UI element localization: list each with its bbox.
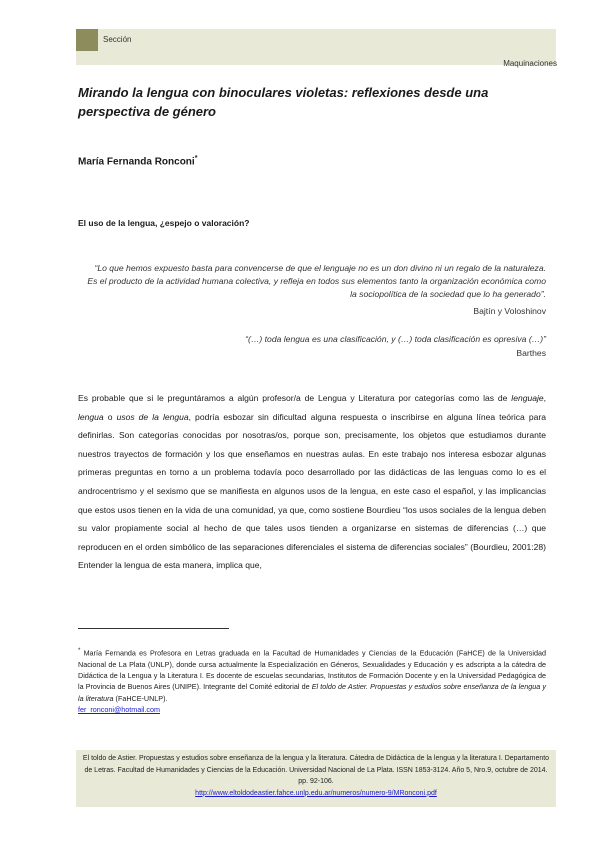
footnote-text-1: María Fernanda es Profesora en Letras graduada en la Facultad de Humanidades y Ciencias de la Educación (FaHCE) de la Universidad Nacional de La Plata (UNLP), donde cursa actualmente la Especialización en Géneros, Sexualidades y Educación y es adscripta a la cátedra de Didáctica de la Lengua y la Literatura I. Es docente de escuelas secundarias, Institutos de Formación Docente y en la Universidad Pedagógica de la Provincia de Buenos Aires (UNIPE). Integrante del Comité editorial de — [78, 648, 546, 692]
term-lengua: lengua — [78, 411, 104, 422]
section-label: Sección — [103, 35, 132, 44]
section-subtitle: El uso de la lengua, ¿espejo o valoración? — [78, 218, 250, 228]
journal-section-label: Maquinaciones — [503, 59, 557, 68]
epigraph-attribution-1: Bajtín y Voloshinov — [473, 306, 546, 316]
epigraph-attribution-2: Barthes — [516, 348, 546, 358]
header-square-decoration — [76, 29, 98, 51]
footnote-text-2: (FaHCE-UNLP). — [113, 693, 168, 703]
footnote-mark: * — [78, 648, 81, 654]
footnote — [78, 646, 546, 715]
article-title: Mirando la lengua con binoculares violetas: reflexiones desde una perspectiva de género — [78, 85, 489, 119]
body-paragraph — [78, 389, 546, 575]
body-text-part-1: Es probable que si le preguntáramos a algún profesor/a de Lengua y Literatura por categorías como las de — [78, 393, 512, 403]
journal-name-italic: El toldo de Astier. Propuestas y estudios sobre enseñanza de la lengua y la literatura — [78, 682, 546, 703]
author-name — [78, 155, 197, 167]
author-name-text: María Fernanda Ronconi — [78, 156, 195, 168]
body-separator-2: o — [103, 411, 117, 422]
author-footnote-mark[interactable]: * — [194, 155, 198, 162]
epigraph-quote-2: “(…) toda lengua es una clasificación, y (…) toda clasificación es opresiva (…)” — [245, 334, 546, 344]
body-text-part-2: , podría esbozar sin dificultad alguna respuesta o inscribirse en alguna línea teórica para definirlas. Son categorías conocidas por nosotras/os, porque son, precisamente, los objetos que estudiamos durante nuestros trayectos de formación y los que enseñamos en nuestras aulas. En este trabajo nos interesa esbozar algunas primeras preguntas en torno a un problema todavía poco desarrollado por las didácticas de las lenguas como lo es el androcentrismo y el sexismo que se manifiesta en algunos usos de la lengua, en este caso el español, y las implicancias que estos usos tienen en la vida de una comunidad, ya que, como sostiene Bourdieu “los usos sociales de la lengua deben su valor propiamente social al hecho de que tales usos tienden a organizarse en sistemas de diferencias (…) que reproducen en el orden simbólico de las separaciones diferenciales el sistema de diferencias sociales” (Bourdieu, 2001:28) Entender la lengua de esta manera, implica que, — [78, 411, 546, 571]
author-email-link[interactable]: fer_ronconi@hotmail.com — [78, 704, 160, 714]
footer-citation — [80, 753, 552, 799]
term-lenguaje: lenguaje — [511, 393, 544, 403]
footnote-divider — [78, 628, 229, 629]
footer-url-link[interactable]: http://www.eltoldodeastier.fahce.unlp.edu.ar/numeros/numero-9/MRonconi.pdf — [195, 789, 437, 797]
body-separator-1: , — [543, 393, 546, 403]
header-band — [76, 29, 556, 65]
footer-citation-text: El toldo de Astier. Propuestas y estudios sobre enseñanza de la lengua y la literatura. Cátedra de Didáctica de la lengua y la literatura I. Departamento de Letras. Facultad de Humanidades y Ciencias de la Educación. Universidad Nacional de La Plata. ISSN 1853-3124. Año 5, Nro.9, octubre de 2014. pp. 92-106. — [82, 755, 550, 785]
epigraph-quote-1: “Lo que hemos expuesto basta para convencerse de que el lenguaje no es un don divino ni un regalo de la naturaleza. Es el producto de la actividad humana colectiva, y refleja en todos sus elementos tanto la organización económica como la sociopolítica de la sociedad que lo ha generado”. — [87, 263, 546, 299]
term-usos: usos de la lengua — [116, 411, 189, 422]
